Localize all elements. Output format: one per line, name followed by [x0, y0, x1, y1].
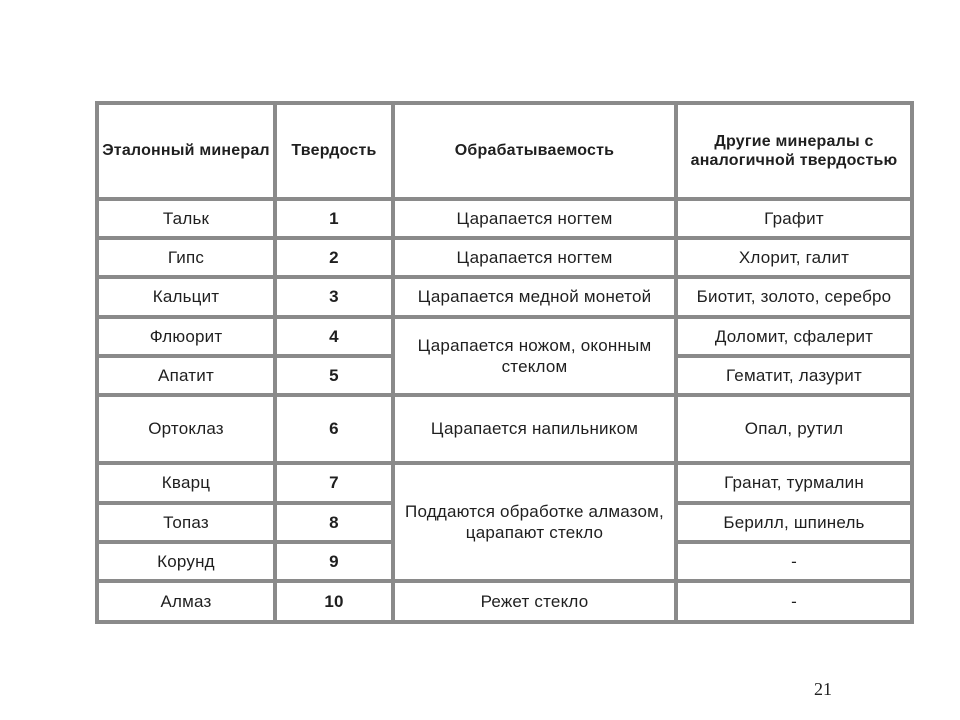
table-row	[97, 463, 912, 503]
table-row	[97, 277, 912, 317]
mineral-hardness-table	[95, 101, 914, 624]
hardness-cell: 5	[275, 356, 393, 395]
mineral-cell: Апатит	[97, 356, 275, 395]
other-minerals-cell: Опал, рутил	[676, 395, 912, 463]
other-minerals-cell: Биотит, золото, серебро	[676, 277, 912, 317]
header-hardness: Твердость	[275, 103, 393, 199]
hardness-cell: 10	[275, 581, 393, 622]
hardness-cell: 2	[275, 238, 393, 277]
workability-cell: Режет стекло	[393, 581, 676, 622]
workability-cell: Царапается ногтем	[393, 238, 676, 277]
table-row	[97, 395, 912, 463]
workability-cell: Царапается ногтем	[393, 199, 676, 238]
table-row	[97, 317, 912, 356]
workability-cell: Царапается ножом, оконным стеклом	[393, 317, 676, 395]
header-reference-mineral: Эталонный минерал	[97, 103, 275, 199]
other-minerals-cell: -	[676, 542, 912, 581]
mineral-cell: Топаз	[97, 503, 275, 542]
hardness-cell: 3	[275, 277, 393, 317]
table-row	[97, 238, 912, 277]
mineral-cell: Кальцит	[97, 277, 275, 317]
table-row	[97, 199, 912, 238]
page-number: 21	[814, 679, 832, 699]
mineral-cell: Кварц	[97, 463, 275, 503]
mineral-cell: Тальк	[97, 199, 275, 238]
hardness-cell: 7	[275, 463, 393, 503]
other-minerals-cell: Гематит, лазурит	[676, 356, 912, 395]
mineral-cell: Флюорит	[97, 317, 275, 356]
mineral-cell: Гипс	[97, 238, 275, 277]
hardness-cell: 1	[275, 199, 393, 238]
other-minerals-cell: -	[676, 581, 912, 622]
other-minerals-cell: Графит	[676, 199, 912, 238]
header-workability: Обрабатываемость	[393, 103, 676, 199]
mineral-cell: Ортоклаз	[97, 395, 275, 463]
table-row	[97, 581, 912, 622]
hardness-cell: 4	[275, 317, 393, 356]
mineral-cell: Корунд	[97, 542, 275, 581]
other-minerals-cell: Хлорит, галит	[676, 238, 912, 277]
header-other-minerals: Другие минералы с аналогичной твердостью	[676, 103, 912, 199]
hardness-cell: 6	[275, 395, 393, 463]
hardness-cell: 9	[275, 542, 393, 581]
workability-cell: Царапается напильником	[393, 395, 676, 463]
workability-cell: Поддаются обработке алмазом, царапают стекло	[393, 463, 676, 581]
other-minerals-cell: Берилл, шпинель	[676, 503, 912, 542]
hardness-cell: 8	[275, 503, 393, 542]
other-minerals-cell: Доломит, сфалерит	[676, 317, 912, 356]
other-minerals-cell: Гранат, турмалин	[676, 463, 912, 503]
mineral-cell: Алмаз	[97, 581, 275, 622]
workability-cell: Царапается медной монетой	[393, 277, 676, 317]
table-header-row	[97, 103, 912, 199]
